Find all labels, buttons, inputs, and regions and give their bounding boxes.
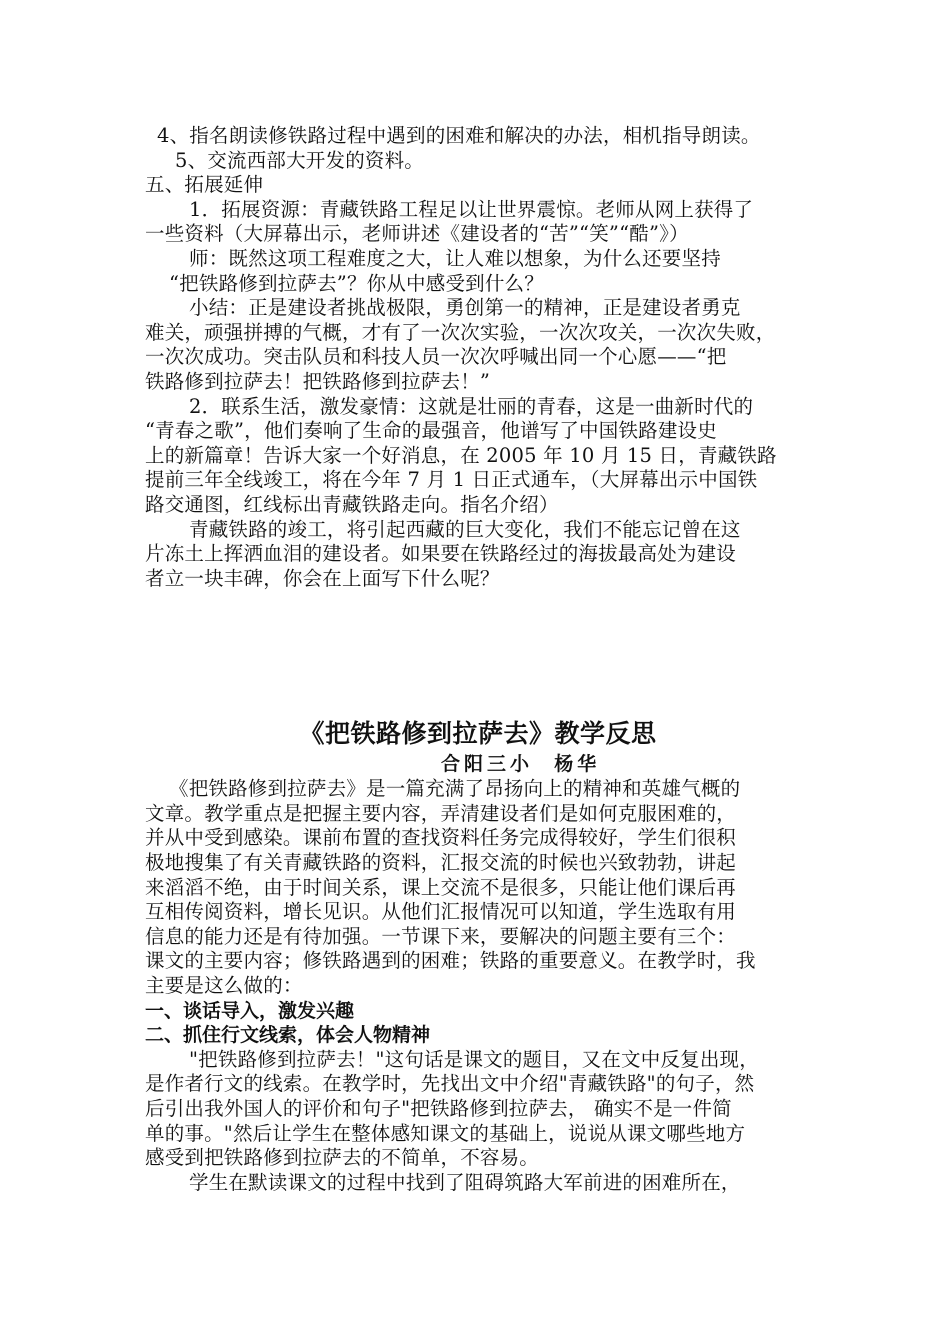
text-line: 感受到把铁路修到拉萨去的不简单，不容易。 bbox=[145, 1146, 540, 1170]
text-line: 后引出我外国人的评价和句子"把铁路修到拉萨去， 确实不是一件简 bbox=[145, 1097, 732, 1120]
text-line: 师：既然这项工程难度之大，让人难以想象，为什么还要坚持 bbox=[189, 246, 721, 270]
text-line: 4、指名朗读修铁路过程中遇到的困难和解决的办法，相机指导朗读。 bbox=[157, 124, 761, 147]
text-line: 并从中受到感染。课前布置的查找资料任务完成得较好，学生们很积 bbox=[145, 826, 737, 850]
text-line: “把铁路修到拉萨去”？你从中感受到什么？ bbox=[169, 271, 544, 295]
text-line: 是作者行文的线索。在教学时，先找出文中介绍"青藏铁路"的句子，然 bbox=[145, 1072, 755, 1096]
text-line: 极地搜集了有关青藏铁路的资料，汇报交流的时候也兴致勃勃，讲起 bbox=[145, 851, 737, 875]
blank-space bbox=[145, 591, 815, 717]
text-line: 1．拓展资源：青藏铁路工程足以让世界震惊。老师从网上获得了 bbox=[189, 197, 754, 221]
text-line: 文章。教学重点是把握主要内容，弄清建设者们是如何克服困难的， bbox=[145, 801, 737, 825]
text-line: 《把铁路修到拉萨去》是一篇充满了昂扬向上的精神和英雄气概的 bbox=[169, 777, 741, 801]
text-line: 主要是这么做的： bbox=[145, 974, 303, 998]
text-line: 难关，顽强拼搏的气概，才有了一次次实验，一次次攻关，一次次失败， bbox=[145, 320, 776, 344]
text-line: 路交通图，红线标出青藏铁路走向。指名介绍） bbox=[145, 492, 559, 516]
text-line: 片冻土上挥洒血泪的建设者。如果要在铁路经过的海拔最高处为建设 bbox=[145, 542, 737, 566]
text-line: 一些资料（大屏幕出示，老师讲述《建设者的“苦”“笑”“酷”》） bbox=[145, 222, 689, 246]
text-line: 青藏铁路的竣工，将引起西藏的巨大变化，我们不能忘记曾在这 bbox=[189, 517, 741, 541]
text-line: 课文的主要内容；修铁路遇到的困难；铁路的重要意义。在教学时，我 bbox=[145, 949, 756, 973]
text-line: 提前三年全线竣工，将在今年 7 月 1 日正式通车，（大屏幕出示中国铁 bbox=[145, 468, 758, 492]
text-line: "把铁路修到拉萨去！"这句话是课文的题目，又在文中反复出现， bbox=[189, 1047, 759, 1071]
section-heading: 一、谈话导入，激发兴趣 bbox=[145, 999, 355, 1022]
text-line: 信息的能力还是有待加强。一节课下来，要解决的问题主要有三个： bbox=[145, 924, 737, 948]
text-line: 者立一块丰碑，你会在上面写下什么呢？ bbox=[145, 566, 500, 590]
text-line: 来滔滔不绝，由于时间关系，课上交流不是很多，只能让他们课后再 bbox=[145, 875, 737, 899]
text-line: 一次次成功。突击队员和科技人员一次次呼喊出同一个心愿——“把 bbox=[145, 345, 727, 369]
section-heading: 二、抓住行文线索，体会人物精神 bbox=[145, 1024, 431, 1047]
document-page bbox=[145, 124, 815, 1195]
author-line: 合阳三小 杨华 bbox=[441, 753, 601, 776]
text-line: 上的新篇章！告诉大家一个好消息，在 2005 年 10 月 15 日，青藏铁路 bbox=[145, 443, 777, 467]
page-title: 《把铁路修到拉萨去》教学反思 bbox=[299, 719, 657, 749]
text-line: 5、交流西部大开发的资料。 bbox=[175, 148, 425, 172]
text-line: 学生在默读课文的过程中找到了阻碍筑路大军前进的困难所在， bbox=[189, 1170, 741, 1194]
text-line: 2．联系生活，激发豪情：这就是壮丽的青春，这是一曲新时代的 bbox=[189, 394, 754, 418]
text-line: 小结：正是建设者挑战极限，勇创第一的精神，正是建设者勇克 bbox=[189, 296, 741, 320]
text-line: 互相传阅资料，增长见识。从他们汇报情况可以知道，学生选取有用 bbox=[145, 900, 737, 924]
text-line: 单的事。"然后让学生在整体感知课文的基础上，说说从课文哪些地方 bbox=[145, 1121, 746, 1145]
section-heading: 五、拓展延伸 bbox=[145, 173, 264, 197]
text-line: “青春之歌”，他们奏响了生命的最强音，他谱写了中国铁路建设史 bbox=[145, 419, 717, 443]
text-line: 铁路修到拉萨去！把铁路修到拉萨去！” bbox=[145, 369, 491, 393]
